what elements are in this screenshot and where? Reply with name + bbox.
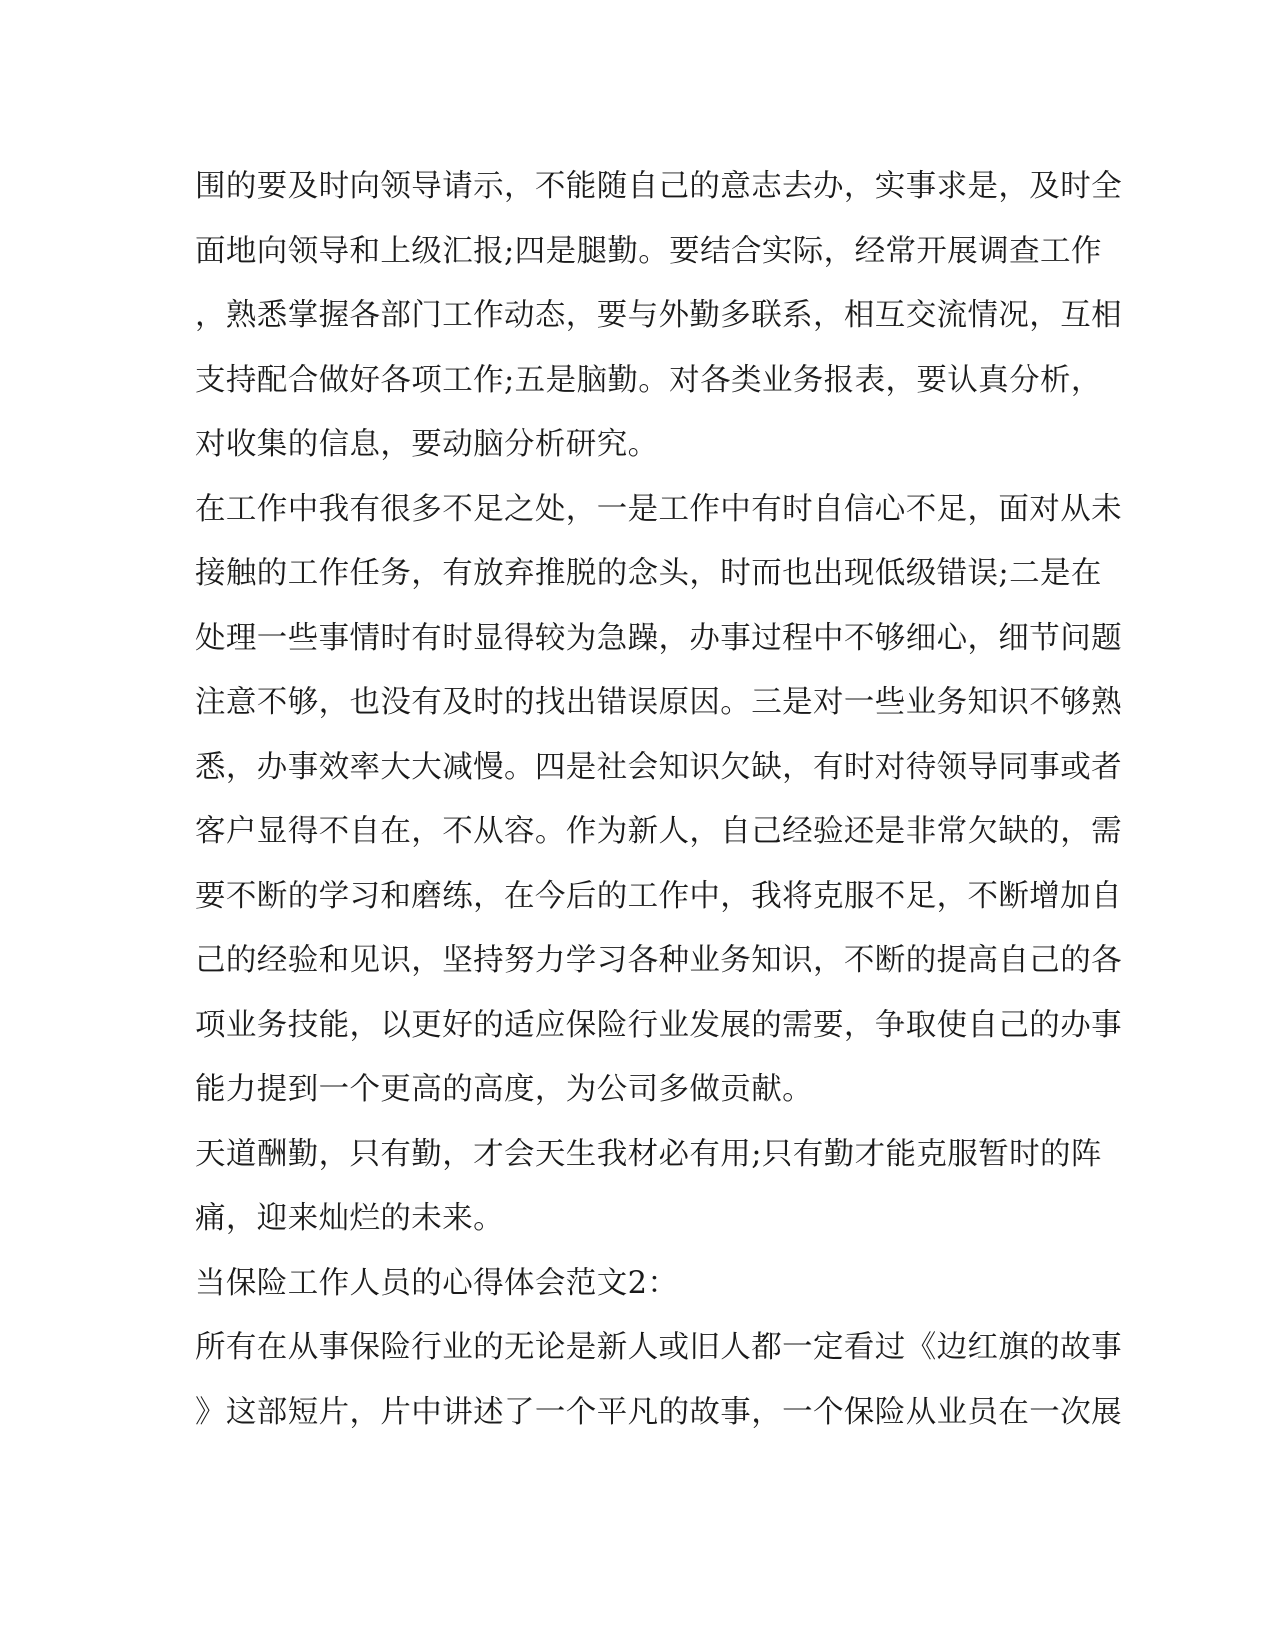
text-line: 所有在从事保险行业的无论是新人或旧人都一定看过《边红旗的故事	[195, 1330, 1122, 1365]
text-line: 处理一些事情时有时显得较为急躁，办事过程中不够细心，细节问题	[195, 620, 1122, 656]
text-line: 要不断的学习和磨练，在今后的工作中，我将克服不足，不断增加自	[195, 878, 1122, 914]
text-line: 支持配合做好各项工作;五是脑勤。对各类业务报表，要认真分析，	[195, 362, 1102, 398]
text-line: 注意不够，也没有及时的找出错误原因。三是对一些业务知识不够熟	[195, 685, 1122, 720]
text-line: ，熟悉掌握各部门工作动态，要与外勤多联系，相互交流情况，互相	[195, 298, 1122, 333]
text-line: 客户显得不自在，不从容。作为新人，自己经验还是非常欠缺的，需	[195, 814, 1122, 849]
body-text	[195, 155, 1122, 1445]
text-line: 围的要及时向领导请示，不能随自己的意志去办，实事求是，及时全	[195, 169, 1122, 204]
text-line: 痛，迎来灿烂的未来。	[195, 1201, 504, 1236]
text-line: 天道酬勤，只有勤，才会天生我材必有用;只有勤才能克服暂时的阵	[195, 1136, 1102, 1172]
text-line: 能力提到一个更高的高度，为公司多做贡献。	[195, 1072, 813, 1107]
text-line: 对收集的信息，要动脑分析研究。	[195, 427, 659, 462]
text-line: 己的经验和见识，坚持努力学习各种业务知识，不断的提高自己的各	[195, 943, 1122, 978]
text-line: 》这部短片，片中讲述了一个平凡的故事，一个保险从业员在一次展	[195, 1394, 1122, 1430]
text-line: 接触的工作任务，有放弃推脱的念头，时而也出现低级错误;二是在	[195, 556, 1102, 591]
text-line: 面地向领导和上级汇报;四是腿勤。要结合实际，经常开展调查工作	[195, 233, 1102, 269]
text-line: 悉，办事效率大大减慢。四是社会知识欠缺，有时对待领导同事或者	[195, 749, 1122, 785]
text-line: 项业务技能，以更好的适应保险行业发展的需要，争取使自己的办事	[195, 1007, 1122, 1043]
text-line: 在工作中我有很多不足之处，一是工作中有时自信心不足，面对从未	[195, 491, 1122, 527]
section-heading: 当保险工作人员的心得体会范文2：	[195, 1265, 679, 1301]
